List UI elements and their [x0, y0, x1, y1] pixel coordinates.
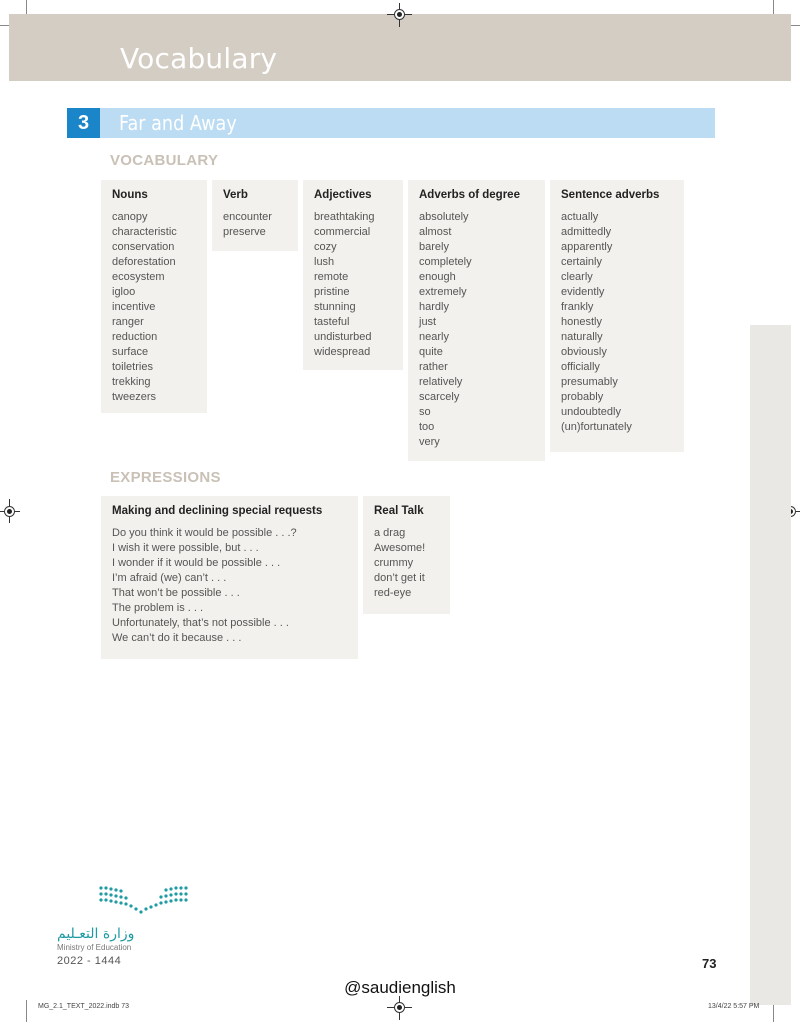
list-item: a drag — [374, 527, 406, 539]
adverbs-of-degree-box — [408, 180, 545, 461]
list-item: nearly — [419, 331, 449, 343]
list-item: cozy — [314, 241, 337, 253]
real-talk-list — [374, 526, 450, 601]
list-item: encounter — [223, 211, 272, 223]
list-item: barely — [419, 241, 449, 253]
page-number: 73 — [702, 956, 717, 971]
adverbs-of-degree-list — [419, 210, 545, 450]
list-item: rather — [419, 361, 448, 373]
list-item: relatively — [419, 376, 463, 388]
registration-mark-icon — [394, 9, 405, 20]
list-item: too — [419, 421, 435, 433]
nouns-list — [112, 210, 207, 405]
sentence-adverbs-heading: Sentence adverbs — [561, 189, 660, 201]
ministry-name-english: Ministry of Education — [57, 943, 132, 952]
list-item: enough — [419, 271, 456, 283]
list-item: certainly — [561, 256, 602, 268]
registration-mark-icon — [4, 506, 15, 517]
list-item: undoubtedly — [561, 406, 621, 418]
list-item: so — [419, 406, 431, 418]
list-item: trekking — [112, 376, 151, 388]
special-requests-box — [101, 496, 358, 659]
list-item: quite — [419, 346, 443, 358]
list-item: stunning — [314, 301, 356, 313]
crop-mark — [26, 1000, 27, 1022]
list-item: very — [419, 436, 440, 448]
list-item: apparently — [561, 241, 613, 253]
list-item: preserve — [223, 226, 266, 238]
list-item: tweezers — [112, 391, 157, 403]
list-item: scarcely — [419, 391, 460, 403]
special-requests-list — [112, 526, 358, 646]
list-item: officially — [561, 361, 600, 373]
list-item: naturally — [561, 331, 603, 343]
list-item: (un)fortunately — [561, 421, 632, 433]
list-item: characteristic — [112, 226, 177, 238]
list-item: I’m afraid (we) can’t . . . — [112, 572, 227, 584]
side-strip — [750, 325, 791, 1005]
print-slug: MG_2.1_TEXT_2022.indb 73 — [38, 1003, 130, 1010]
real-talk-heading: Real Talk — [374, 505, 424, 517]
list-item: frankly — [561, 301, 594, 313]
verb-box — [212, 180, 298, 251]
list-item: honestly — [561, 316, 602, 328]
list-item: red-eye — [374, 587, 412, 599]
list-item: Do you think it would be possible . . .? — [112, 527, 297, 539]
list-item: obviously — [561, 346, 607, 358]
nouns-heading: Nouns — [112, 189, 148, 201]
ministry-logo-icon — [98, 885, 190, 915]
list-item: surface — [112, 346, 149, 358]
vocabulary-heading: VOCABULARY — [110, 152, 219, 169]
list-item: incentive — [112, 301, 156, 313]
list-item: don’t get it — [374, 572, 425, 584]
list-item: widespread — [314, 346, 371, 358]
list-item: hardly — [419, 301, 449, 313]
list-item: ecosystem — [112, 271, 165, 283]
list-item: probably — [561, 391, 604, 403]
list-item: deforestation — [112, 256, 176, 268]
page-title: Vocabulary — [120, 42, 278, 75]
list-item: The problem is . . . — [112, 602, 204, 614]
list-item: pristine — [314, 286, 350, 298]
verb-list — [223, 210, 298, 240]
list-item: I wish it were possible, but . . . — [112, 542, 259, 554]
ministry-year: 2022 - 1444 — [57, 955, 122, 967]
list-item: actually — [561, 211, 599, 223]
list-item: completely — [419, 256, 472, 268]
unit-number: 3 — [67, 108, 100, 138]
list-item: We can’t do it because . . . — [112, 632, 242, 644]
list-item: conservation — [112, 241, 175, 253]
list-item: presumably — [561, 376, 618, 388]
adjectives-box — [303, 180, 403, 370]
list-item: That won’t be possible . . . — [112, 587, 240, 599]
list-item: breathtaking — [314, 211, 375, 223]
list-item: ranger — [112, 316, 144, 328]
list-item: clearly — [561, 271, 593, 283]
list-item: extremely — [419, 286, 467, 298]
list-item: igloo — [112, 286, 136, 298]
list-item: almost — [419, 226, 452, 238]
list-item: just — [419, 316, 437, 328]
unit-title: Far and Away — [119, 111, 237, 135]
expressions-heading: EXPRESSIONS — [110, 469, 221, 486]
adjectives-list — [314, 210, 403, 360]
real-talk-box — [363, 496, 450, 614]
registration-mark-icon — [394, 1002, 405, 1013]
list-item: undisturbed — [314, 331, 372, 343]
list-item: canopy — [112, 211, 148, 223]
list-item: I wonder if it would be possible . . . — [112, 557, 281, 569]
list-item: Unfortunately, that’s not possible . . . — [112, 617, 289, 629]
ministry-name-arabic: وزارة التعـليم — [57, 926, 135, 942]
list-item: evidently — [561, 286, 605, 298]
list-item: reduction — [112, 331, 158, 343]
sentence-adverbs-list — [561, 210, 684, 435]
list-item: absolutely — [419, 211, 469, 223]
sentence-adverbs-box — [550, 180, 684, 452]
list-item: crummy — [374, 557, 414, 569]
list-item: lush — [314, 256, 335, 268]
adverbs-of-degree-heading: Adverbs of degree — [419, 189, 520, 201]
list-item: admittedly — [561, 226, 612, 238]
list-item: commercial — [314, 226, 371, 238]
special-requests-heading: Making and declining special requests — [112, 505, 323, 517]
list-item: remote — [314, 271, 349, 283]
list-item: tasteful — [314, 316, 350, 328]
verb-heading: Verb — [223, 189, 248, 201]
watermark: @saudienglish — [344, 978, 456, 997]
list-item: Awesome! — [374, 542, 426, 554]
nouns-box — [101, 180, 207, 413]
list-item: toiletries — [112, 361, 153, 373]
print-timestamp: 13/4/22 5:57 PM — [708, 1003, 760, 1010]
adjectives-heading: Adjectives — [314, 189, 372, 201]
